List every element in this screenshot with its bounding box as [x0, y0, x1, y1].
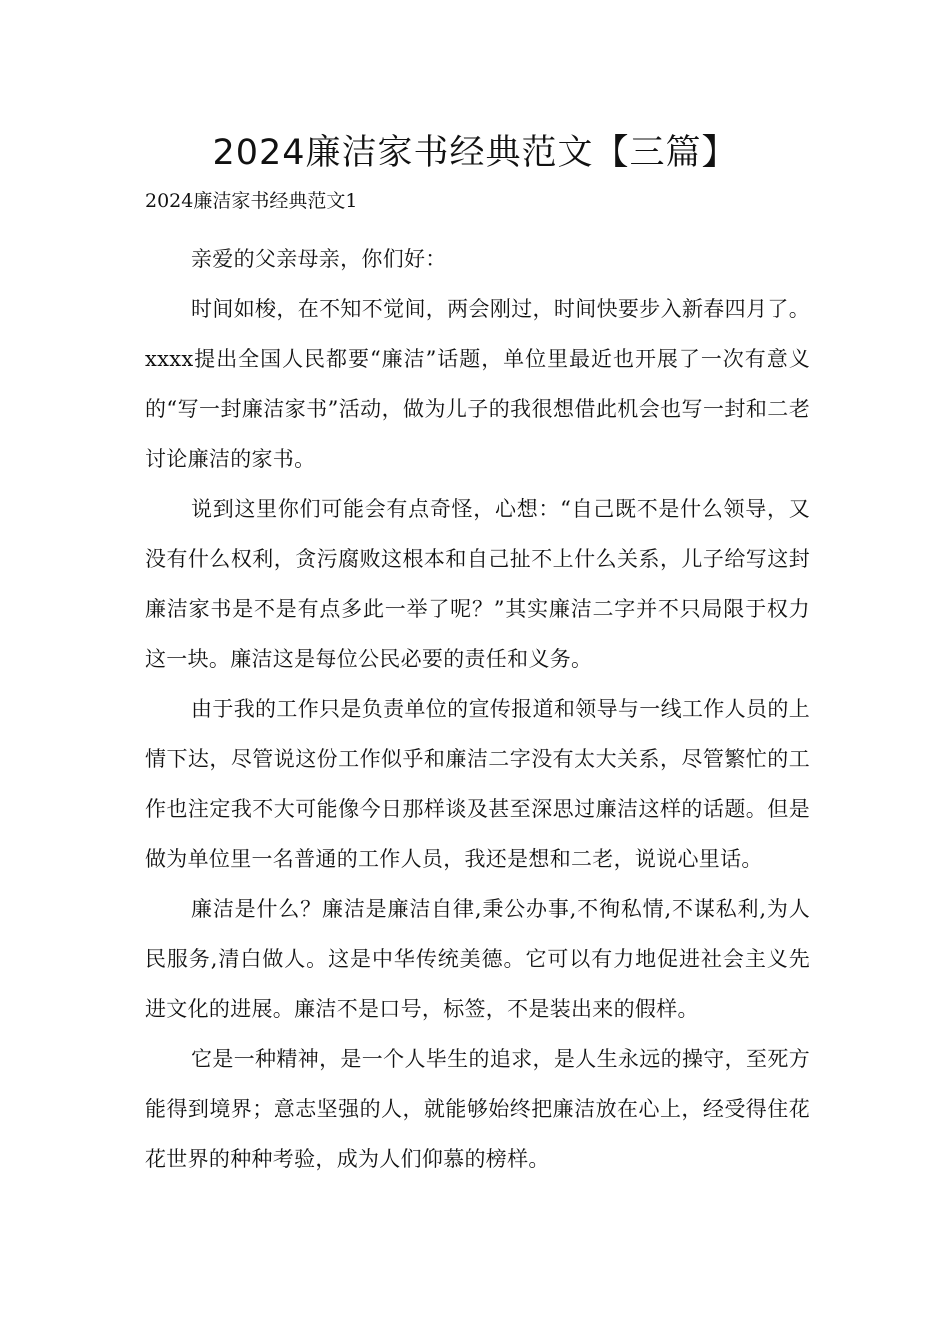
paragraph: 它是一种精神，是一个人毕生的追求，是人生永远的操守，至死方能得到境界；意志坚强的人，就能够始终把廉洁放在心上，经受得住花花世界的种种考验，成为人们仰慕的榜样。 [145, 1047, 810, 1171]
document-body [145, 234, 810, 1184]
paragraph: 说到这里你们可能会有点奇怪，心想：“自己既不是什么领导，又没有什么权利，贪污腐败这根本和自己扯不上什么关系，儿子给写这封廉洁家书是不是有点多此一举了呢？”其实廉洁二字并不只局限于权力这一块。廉洁这是每位公民必要的责任和义务。 [145, 497, 810, 671]
paragraph-greeting: 亲爱的父亲母亲，你们好： [191, 247, 447, 271]
document-subtitle: 2024廉洁家书经典范文1 [145, 190, 358, 212]
paragraph: 由于我的工作只是负责单位的宣传报道和领导与一线工作人员的上情下达，尽管说这份工作似乎和廉洁二字没有太大关系，尽管繁忙的工作也注定我不大可能像今日那样谈及甚至深思过廉洁这样的话题。但是做为单位里一名普通的工作人员，我还是想和二老，说说心里话。 [145, 697, 810, 871]
paragraph: 时间如梭，在不知不觉间，两会刚过，时间快要步入新春四月了。xxxx提出全国人民都要“廉洁”话题，单位里最近也开展了一次有意义的“写一封廉洁家书”活动，做为儿子的我很想借此机会也写一封和二老讨论廉洁的家书。 [145, 297, 810, 471]
paragraph: 廉洁是什么？廉洁是廉洁自律,秉公办事,不徇私情,不谋私利,为人民服务,清白做人。这是中华传统美德。它可以有力地促进社会主义先进文化的进展。廉洁不是口号，标签，不是装出来的假样。 [145, 897, 810, 1021]
document-title: 2024廉洁家书经典范文【三篇】 [212, 133, 738, 173]
